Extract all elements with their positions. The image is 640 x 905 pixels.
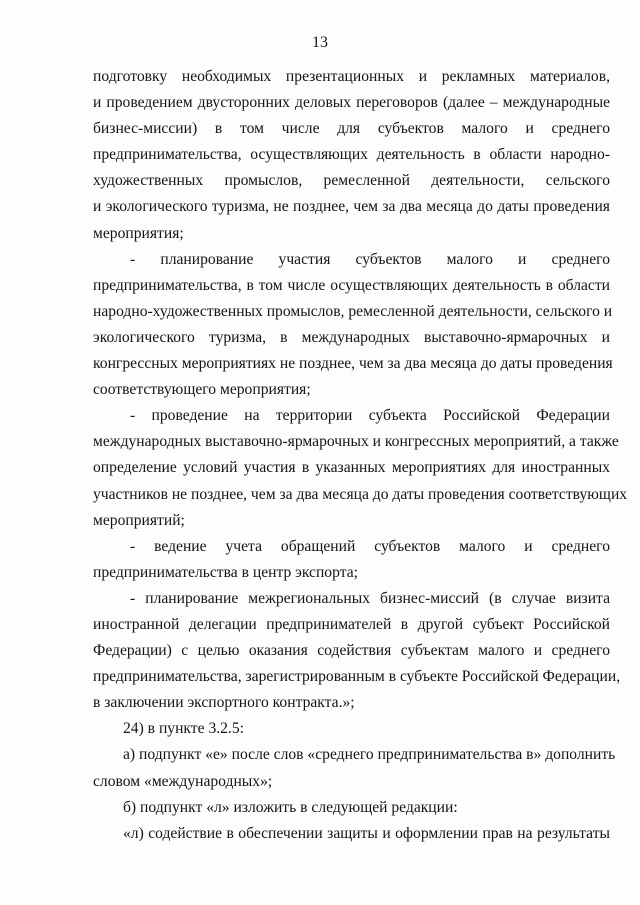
document-body [93,64,628,847]
text-line: мероприятия; [93,224,184,242]
text-line: бизнес-миссии) в том числе для субъектов малого и среднего [93,120,610,138]
text-line: «л) содействие в обеспечении защиты и оформлении прав на результаты [123,824,610,842]
text-line: Федерации) с целью оказания содействия субъектам малого и среднего [93,642,610,660]
text-line: - планирование межрегиональных бизнес-миссий (в случае визита [130,589,610,607]
page-number: 13 [312,34,328,51]
text-line: участников не позднее, чем за два месяца до даты проведения соответствующих [93,485,628,503]
text-line: предпринимательства, осуществляющих деятельность в области народно- [93,146,610,164]
text-line: б) подпункт «л» изложить в следующей редакции: [123,798,458,816]
text-line: 24) в пункте 3.2.5: [123,720,244,738]
text-line: конгрессных мероприятиях не позднее, чем за два месяца до даты проведения [93,355,613,373]
text-line: художественных промыслов, ремесленной деятельности, сельского [93,172,610,190]
text-line: подготовку необходимых презентационных и рекламных материалов, [93,68,610,85]
text-line: предпринимательства, зарегистрированным в субъекте Российской Федерации, [93,668,621,686]
text-line: международных выставочно-ярмарочных и конгрессных мероприятий, а также [93,433,619,451]
text-line: предпринимательства, в том числе осуществляющих деятельность в области [93,276,610,294]
text-line: словом «международных»; [93,772,273,790]
text-line: - ведение учета обращений субъектов малого и среднего [130,537,610,555]
text-line: экологического туризма, в международных выставочно-ярмарочных и [93,328,610,346]
text-line: соответствующего мероприятия; [93,381,311,399]
text-line: - проведение на территории субъекта Российской Федерации [130,407,610,425]
text-line: и проведением двусторонних деловых переговоров (далее – международные [93,94,610,112]
text-line: предпринимательства в центр экспорта; [93,563,358,581]
text-line: в заключении экспортного контракта.»; [93,694,355,712]
text-line: - планирование участия субъектов малого и среднего [130,250,610,268]
text-line: иностранной делегации предпринимателей в другой субъект Российской [93,615,610,633]
text-line: мероприятий; [93,511,185,529]
text-line: определение условий участия в указанных мероприятиях для иностранных [93,459,610,477]
text-line: народно-художественных промыслов, ремесленной деятельности, сельского и [93,302,613,320]
text-line: а) подпункт «е» после слов «среднего предпринимательства в» дополнить [123,746,616,764]
text-line: и экологического туризма, не позднее, чем за два месяца до даты проведения [93,198,610,216]
